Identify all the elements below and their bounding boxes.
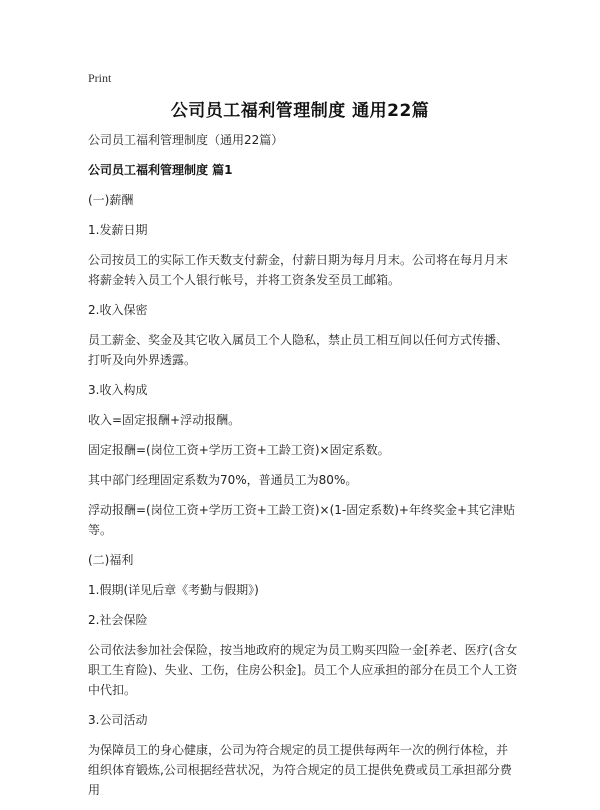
paragraph: 员工薪金、奖金及其它收入属员工个人隐私，禁止员工相互间以任何方式传播、打听及向外界透露。 [88, 333, 509, 367]
paragraph: 为保障员工的身心健康，公司为符合规定的员工提供每两年一次的例行体检，并组织体育锻炼,公司根据经营状况，为符合规定的员工提供免费或员工承担部分费用 [88, 743, 512, 797]
paragraph: 2.社会保险 [88, 613, 148, 627]
paragraph: (一)薪酬 [88, 193, 134, 207]
paragraph: 浮动报酬=(岗位工资+学历工资+工龄工资)×(1-固定系数)+年终奖金+其它津贴等。 [88, 503, 516, 537]
paragraph: 固定报酬=(岗位工资+学历工资+工龄工资)×固定系数。 [88, 443, 390, 457]
paragraph: 其中部门经理固定系数为70%，普通员工为80%。 [88, 473, 358, 487]
paragraph: 3.公司活动 [88, 713, 148, 727]
paragraph: 公司员工福利管理制度（通用22篇） [88, 133, 284, 147]
paragraph: 公司员工福利管理制度 篇1 [88, 163, 233, 177]
print-label: Print [88, 71, 112, 85]
paragraph: 1.发薪日期 [88, 223, 148, 237]
paragraph: 3.收入构成 [88, 383, 148, 397]
paragraph: 1.假期(详见后章《考勤与假期》) [88, 583, 259, 597]
paragraph: (二)福利 [88, 553, 134, 567]
paragraph: 公司依法参加社会保险，按当地政府的规定为员工购买四险一金[养老、医疗(含女职工生育险)、失业、工伤，住房公积金]。员工个人应承担的部分在员工个人工资中代扣。 [88, 643, 518, 697]
paragraph: 收入=固定报酬+浮动报酬。 [88, 413, 241, 427]
paragraph: 公司按员工的实际工作天数支付薪金，付薪日期为每月月末。公司将在每月月末将薪金转入员工个人银行帐号，并将工资条发至员工邮箱。 [88, 253, 509, 287]
document-body [88, 130, 518, 810]
paragraph: 2.收入保密 [88, 303, 148, 317]
document-title: 公司员工福利管理制度 通用22篇 [170, 101, 430, 121]
